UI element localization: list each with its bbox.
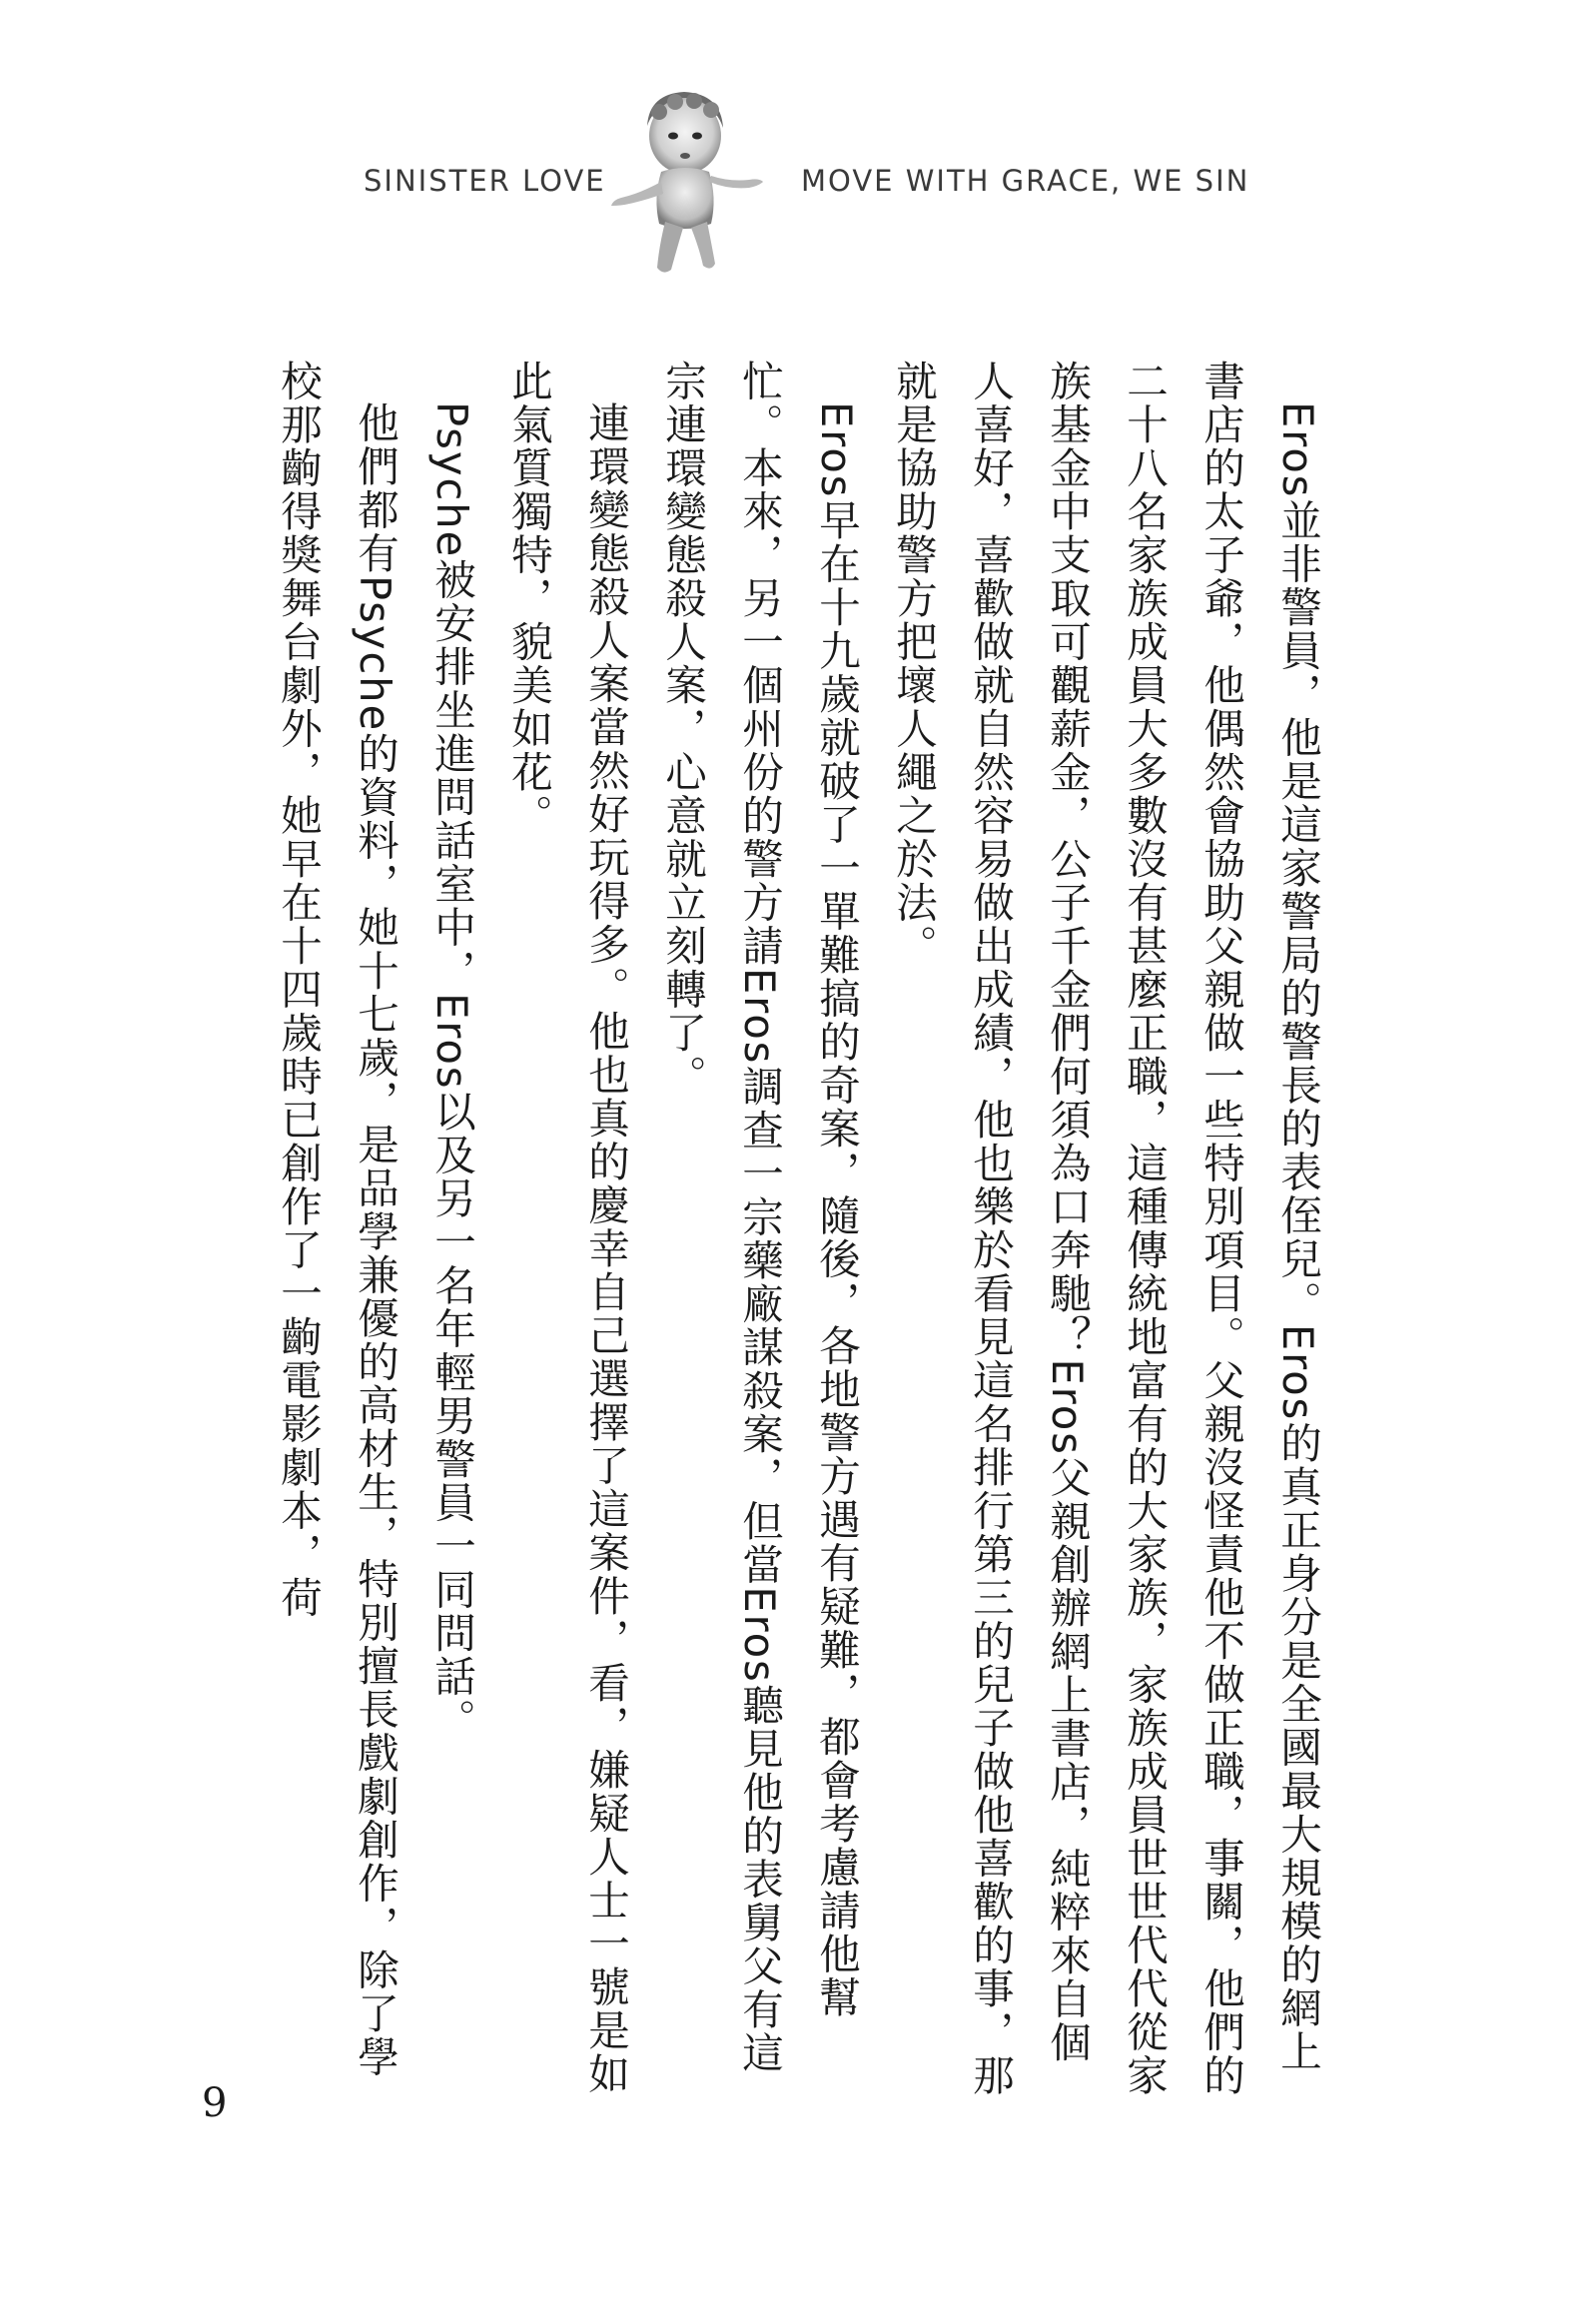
body-text [260, 360, 1336, 2097]
paragraph: Eros並非警員，他是這家警局的警長的表侄兒。Eros的真正身分是全國最大規模的網上書店的太子爺，他偶然會協助父親做一些特別項目。父親沒怪責他不做正職，事關，他們的二十八名家族成員大多數沒有甚麼正職，這種傳統地富有的大家族，家族成員世世代代從家族基金中支取可觀薪金，公子千金們何須為口奔馳？Eros父親創辦網上書店，純粹來自個人喜好，喜歡做就自然容易做出成績，他也樂於看見這名排行第三的兒子做他喜歡的事，那就是協助警方把壞人繩之於法。 [889, 360, 1322, 2097]
paragraph: 他們都有Psyche的資料，她十七歲，是品學兼優的高材生，特別擅長戲劇創作，除了學校那齣得獎舞台劇外，她早在十四歲時已創作了一齣電影劇本，荷 [274, 360, 399, 2079]
cherub-doll-icon [599, 86, 769, 286]
paragraph: Psyche被安排坐進問話室中，Eros以及另一名年輕男警員一同問話。 [427, 400, 476, 1742]
running-header-right: MOVE WITH GRACE, WE SIN [801, 164, 1250, 198]
paragraph: 連環變態殺人案當然好玩得多。他也真的慶幸自己選擇了這案件，看，嫌疑人士一號是如此氣質獨特，貌美如花。 [504, 360, 630, 2095]
running-header-left: SINISTER LOVE [364, 164, 606, 198]
paragraph: Eros早在十九歲就破了一單難搞的奇案，隨後，各地警方遇有疑難，都會考慮請他幫忙。本來，另一個州份的警方請Eros調查一宗藥廠謀殺案，但當Eros聽見他的表舅父有這宗連環變態殺人案，心意就立刻轉了。 [658, 360, 861, 2075]
page-number: 9 [202, 2080, 228, 2126]
